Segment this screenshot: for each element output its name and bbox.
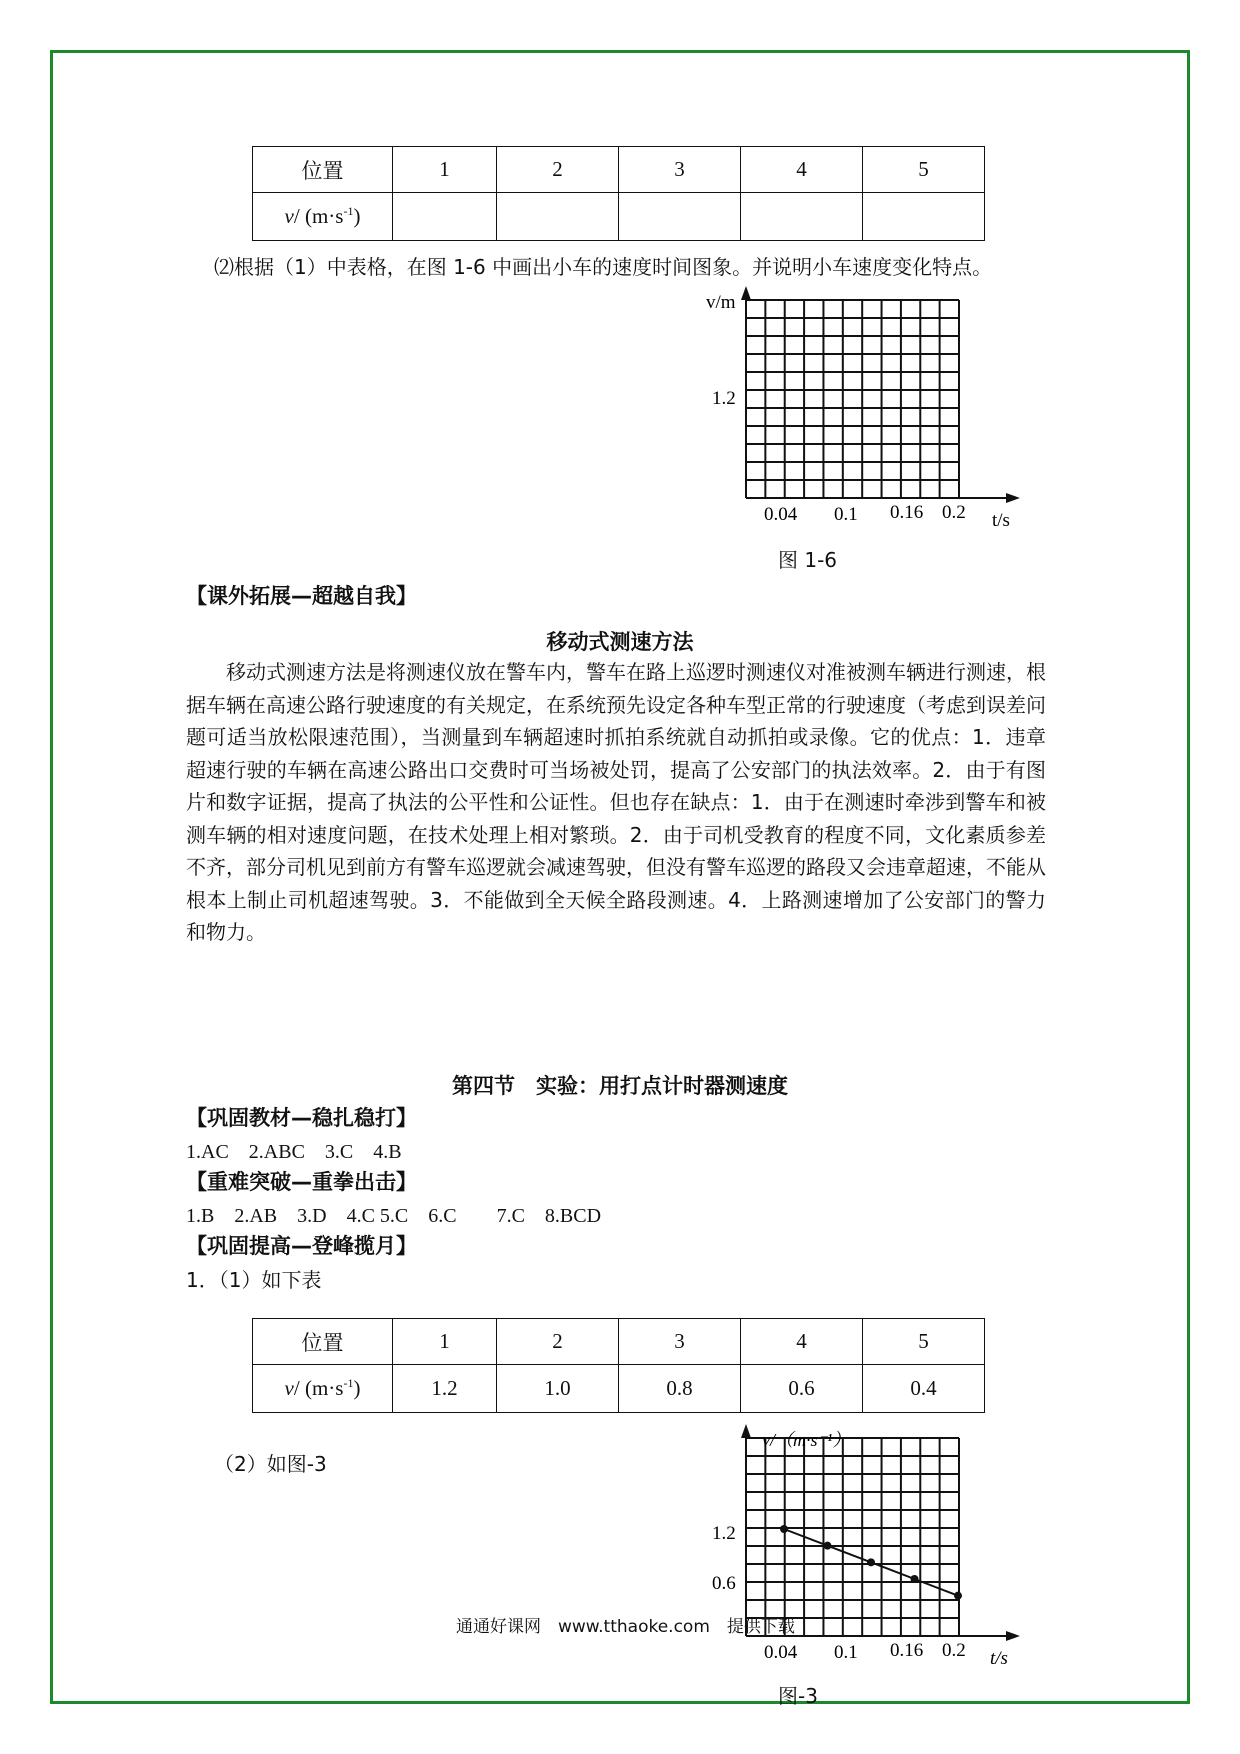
figure-caption: 图 1-6 xyxy=(778,548,838,572)
empty-grid-chart xyxy=(690,286,1030,536)
x-tick-label: 0.1 xyxy=(834,1642,858,1663)
chart2-grid xyxy=(746,1438,959,1636)
x-axis-label: t/s xyxy=(992,510,1010,531)
table-cell: 1.0 xyxy=(497,1365,619,1413)
x-axis-arrow xyxy=(1006,493,1020,503)
velocity-table-filled xyxy=(252,1318,985,1413)
x-tick-label: 0.2 xyxy=(942,1640,966,1661)
answer-item: 1．（1）如下表 xyxy=(186,1268,322,1292)
table-cell xyxy=(741,193,863,241)
y-tick-label: 1.2 xyxy=(712,388,736,409)
x-tick-label: 0.1 xyxy=(834,504,858,525)
table-cell xyxy=(619,193,741,241)
data-point xyxy=(954,1592,962,1600)
table-cell xyxy=(863,193,985,241)
table-header-cell: 5 xyxy=(863,147,985,193)
table-header-cell: 位置 xyxy=(253,147,393,193)
y-axis-arrow xyxy=(741,1424,751,1438)
table-header-cell: 位置 xyxy=(253,1319,393,1365)
question-2-text: ⑵根据（1）中表格，在图 1-6 中画出小车的速度时间图象。并说明小车速度变化特点。 xyxy=(214,255,993,279)
table-header-cell: 2 xyxy=(497,147,619,193)
x-tick-label: 0.16 xyxy=(890,502,924,523)
y-axis-label: v/m xyxy=(706,292,736,313)
table-header-cell: 3 xyxy=(619,1319,741,1365)
data-point xyxy=(911,1575,919,1583)
y-axis-arrow xyxy=(741,286,751,300)
table-cell: 0.6 xyxy=(741,1365,863,1413)
table-cell xyxy=(497,193,619,241)
table-cell: 0.4 xyxy=(863,1365,985,1413)
x-tick-label: 0.2 xyxy=(942,502,966,523)
x-tick-label: 0.04 xyxy=(764,504,798,525)
section-heading: 【巩固提高—登峰揽月】 xyxy=(186,1234,417,1258)
table-cell xyxy=(393,193,497,241)
y-axis-label: v/（m·s⁻¹） xyxy=(762,1430,851,1450)
article-body: 移动式测速方法是将测速仪放在警车内，警车在路上巡逻时测速仪对准被测车辆进行测速，根据车辆在高速公路行驶速度的有关规定，在系统预先设定各种车型正常的行驶速度（考虑到误差问题可适当放松限速范围），当测量到车辆超速时抓拍系统就自动抓拍或录像。它的优点：1．违章超速行驶的车辆在高速公路出口交费时可当场被处罚，提高了公安部门的执法效率。2．由于有图片和数字证据，提高了执法的公平性和公证性。但也存在缺点：1．由于在测速时牵涉到警车和被测车辆的相对速度问题，在技术处理上相对繁琐。2．由于司机受教育的程度不同，文化素质参差不齐，部分司机见到前方有警车巡逻就会减速驾驶，但没有警车巡逻的路段又会违章超速，不能从根本上制止司机超速驾驶。3．不能做到全天候全路段测速。4．上路测速增加了公安部门的警力和物力。 xyxy=(186,660,1046,944)
answer-line: 1.AC 2.ABC 3.C 4.B xyxy=(186,1141,402,1163)
table-header-cell: 5 xyxy=(863,1319,985,1365)
data-series xyxy=(780,1525,962,1600)
table-header-cell: 4 xyxy=(741,1319,863,1365)
table-header-cell: 2 xyxy=(497,1319,619,1365)
answer-item: （2）如图-3 xyxy=(214,1452,327,1476)
row-label-velocity: v/ $(m\cdot s^{-1})$ xyxy=(253,193,393,241)
section-heading: 【重难突破—重拳出击】 xyxy=(186,1170,417,1194)
table-cell: 1.2 xyxy=(393,1365,497,1413)
article-title: 移动式测速方法 xyxy=(546,630,694,654)
table-cell: 0.8 xyxy=(619,1365,741,1413)
section-heading: 【巩固教材—稳扎稳打】 xyxy=(186,1106,417,1130)
velocity-table-empty xyxy=(252,146,985,241)
x-tick-label: 0.16 xyxy=(890,1640,924,1661)
y-tick-label: 1.2 xyxy=(712,1523,736,1544)
x-tick-label: 0.04 xyxy=(764,1642,798,1663)
table-header-cell: 1 xyxy=(393,147,497,193)
footer-text: 通通好课网 www.tthaoke.com 提供下载 xyxy=(456,1617,795,1637)
data-point xyxy=(780,1525,788,1533)
y-tick-label: 0.6 xyxy=(712,1573,736,1594)
table-header-cell: 3 xyxy=(619,147,741,193)
chart1-grid xyxy=(746,300,959,498)
figure-caption: 图-3 xyxy=(778,1684,818,1708)
x-axis-arrow xyxy=(1006,1631,1020,1641)
table-header-cell: 1 xyxy=(393,1319,497,1365)
section-heading: 【课外拓展—超越自我】 xyxy=(186,584,417,608)
row-label-velocity: v/ $(m\cdot s^{-1})$ xyxy=(253,1365,393,1413)
data-point xyxy=(824,1542,832,1550)
section-title: 第四节 实验：用打点计时器测速度 xyxy=(452,1074,788,1098)
table-header-cell: 4 xyxy=(741,147,863,193)
data-point xyxy=(867,1558,875,1566)
x-axis-label: t/s xyxy=(990,1648,1008,1669)
answer-line: 1.B 2.AB 3.D 4.C 5.C 6.C 7.C 8.BCD xyxy=(186,1205,602,1227)
